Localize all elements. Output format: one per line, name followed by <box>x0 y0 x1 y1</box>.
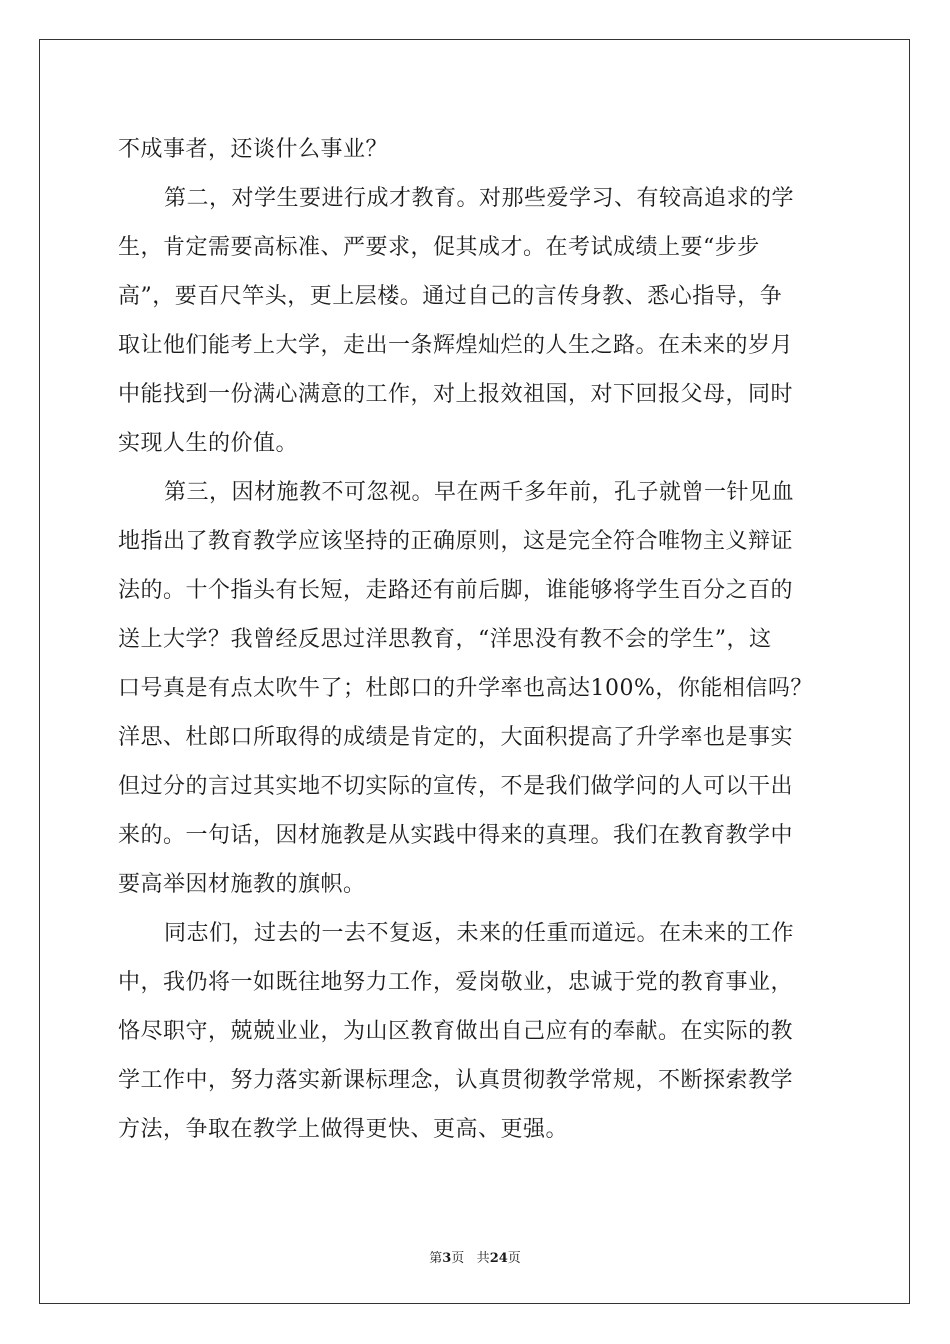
text-line: 地指出了教育教学应该坚持的正确原则，这是完全符合唯物主义辩证 <box>118 529 794 554</box>
text-line: 洋思、杜郎口所取得的成绩是肯定的，大面积提高了升学率也是事实 <box>118 725 794 750</box>
footer-total-pages: 24 <box>489 1251 508 1266</box>
footer-total-prefix: 共 <box>476 1251 490 1266</box>
text-line: 不成事者，还谈什么事业？ <box>118 137 389 162</box>
text-line: 送上大学？我曾经反思过洋思教育，“洋思没有教不会的学生”，这 <box>118 627 772 652</box>
text-line: 要高举因材施教的旗帜。 <box>118 872 366 897</box>
text-line: 口号真是有点太吹牛了；杜郎口的升学率也高达100%，你能相信吗？ <box>118 676 813 701</box>
text-line: 生，肯定需要高标准、严要求，促其成才。在考试成绩上要“步步 <box>118 235 760 260</box>
text-line: 中能找到一份满心满意的工作，对上报效祖国，对下回报父母，同时 <box>118 382 794 407</box>
text-line: 中，我仍将一如既往地努力工作，爱岗敬业，忠诚于党的教育事业， <box>118 970 794 995</box>
footer-prefix: 第 <box>429 1251 443 1266</box>
footer-total-unit: 页 <box>507 1251 521 1266</box>
text-line: 恪尽职守，兢兢业业，为山区教育做出自己应有的奉献。在实际的教 <box>118 1019 794 1044</box>
text-line: 实现人生的价值。 <box>118 431 299 456</box>
footer-page-number: 3 <box>442 1251 452 1266</box>
text-line: 第二，对学生要进行成才教育。对那些爱学习、有较高追求的学 <box>164 186 795 211</box>
text-line: 取让他们能考上大学，走出一条辉煌灿烂的人生之路。在未来的岁月 <box>118 333 794 358</box>
text-line: 法的。十个指头有长短，走路还有前后脚，谁能够将学生百分之百的 <box>118 578 794 603</box>
footer-page-unit: 页 <box>451 1251 465 1266</box>
text-line: 学工作中，努力落实新课标理念，认真贯彻教学常规，不断探索教学 <box>118 1068 794 1093</box>
text-line: 第三，因材施教不可忽视。早在两千多年前，孔子就曾一针见血 <box>164 480 795 505</box>
text-line: 高”，要百尺竿头，更上层楼。通过自己的言传身教、悉心指导，争 <box>118 284 783 309</box>
document-body <box>118 125 858 1154</box>
text-line: 来的。一句话，因材施教是从实践中得来的真理。我们在教育教学中 <box>118 823 794 848</box>
text-line: 同志们，过去的一去不复返，未来的任重而道远。在未来的工作 <box>164 921 795 946</box>
text-line: 但过分的言过其实地不切实际的宣传，不是我们做学问的人可以干出 <box>118 774 794 799</box>
text-line: 方法，争取在教学上做得更快、更高、更强。 <box>118 1117 569 1142</box>
page-footer <box>0 1247 950 1266</box>
